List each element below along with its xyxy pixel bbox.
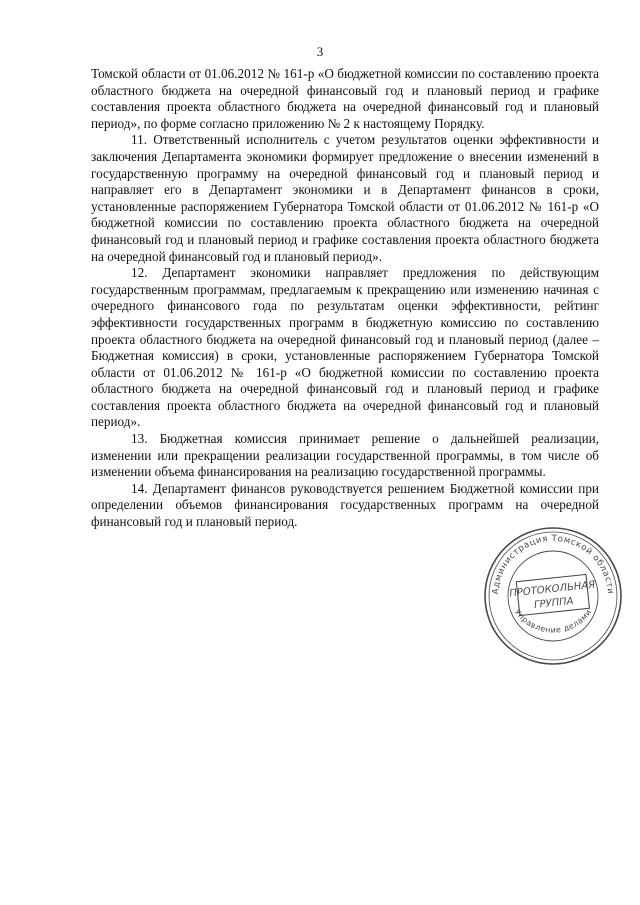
page-number: 3 <box>316 44 324 59</box>
stamp-center-line2: ГРУППА <box>533 595 575 611</box>
paragraph-continuation: Томской области от 01.06.2012 № 161-р «О бюджетной комиссии по составлению проекта областного бюджета на очередной финансовый год и плановый период и графике составления проекта областного бюджета на очередной финансовый год и плановый период», по форме согласно приложению № 2 к настоящему Порядку. <box>91 66 599 131</box>
stamp-center-line1: ПРОТОКОЛЬНАЯ <box>508 579 596 600</box>
protocol-group-stamp <box>480 523 626 669</box>
paragraph-14: 14. Департамент финансов руководствуется решением Бюджетной комиссии при определении объемов финансирования государственных программ на очередной финансовый год и плановый период. <box>91 480 599 530</box>
paragraph-13: 13. Бюджетная комиссия принимает решение о дальнейшей реализации, изменении или прекращении реализации государственной программы, в том числе об изменении объема финансирования на реализацию государственной программы. <box>91 431 599 480</box>
paragraph-12: 12. Департамент экономики направляет предложения по действующим государственным программам, предлагаемым к прекращению или изменению начиная с очередного финансового года по результатам оценки эффективности, рейтинг эффективности государственных программ в бюджетную комиссию по составлению проекта областного бюджета на очередной финансовый год и плановый период (далее – Бюджетная комиссия) в сроки, установленные распоряжением Губернатора Томской области от 01.06.2012 № 161-р «О бюджетной комиссии по составлению проекта областного бюджета на очередной финансовый год и плановый период и графике составления проекта областного бюджета на очередной финансовый год и плановый период». <box>91 265 599 430</box>
document-body <box>91 66 599 531</box>
stamp-ring-text: Администрация Томской области <box>490 533 616 595</box>
stamp-bottom-text: Управление делами <box>512 607 594 635</box>
stamp-seal-icon <box>480 523 626 669</box>
paragraph-11: 11. Ответственный исполнитель с учетом результатов оценки эффективности и заключения Департамента экономики формирует предложение о внесении изменений в государственную программу на очередной финансовый год и плановый период и направляет его в Департамент экономики и в Департамент финансов в сроки, установленные распоряжением Губернатора Томской области от 01.06.2012 № 161-р «О бюджетной комиссии по составлению проекта областного бюджета на очередной финансовый год и плановый период и графике составления проекта областного бюджета на очередной финансовый год и плановый период». <box>91 132 599 264</box>
